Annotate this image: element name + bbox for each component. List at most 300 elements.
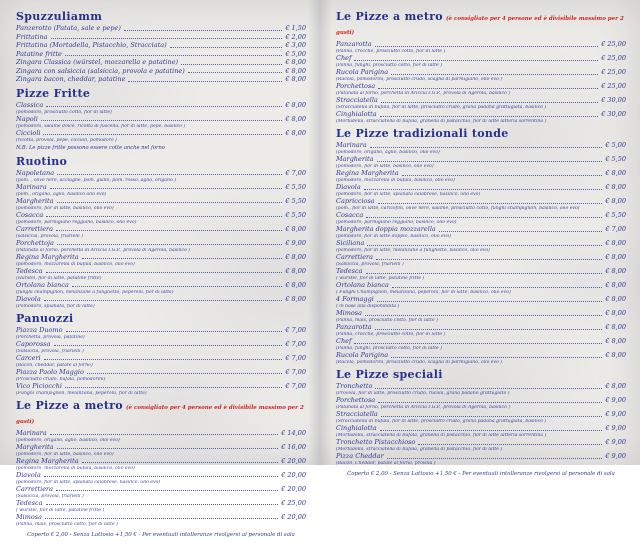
menu-item-price: € 8,00 [605,267,626,275]
menu-item-name: Zingara bacon, cheddar, patatine [16,75,126,83]
menu-item-name: Piazza Duomo [16,325,63,334]
menu-item-line [16,130,306,138]
dotted-leader [366,273,603,274]
menu-item [336,254,626,267]
menu-item-price: € 5,50 [605,211,626,219]
menu-item-description: (Salsiccia, provola, friarielli ) [16,493,84,499]
menu-item-name: Marinara [16,182,47,191]
section-title-text: Le Pizze a metro [336,10,443,23]
menu-item-line [336,352,626,360]
menu-item [16,76,306,84]
menu-item-price: € 8,00 [285,58,306,66]
menu-item-line [336,226,626,234]
menu-item [336,411,626,424]
menu-item [16,327,306,340]
section-title-text: Panuozzi [16,311,74,325]
menu-item [16,51,306,59]
menu-item-name: Pizza Cheddar [336,452,384,460]
menu-item-line [16,226,306,234]
menu-item-name: Cinghialotta [336,424,377,432]
menu-item-description: (Salsiccia, provola, friarielli ) [336,262,404,267]
menu-item [16,184,306,197]
menu-item-price: € 5,50 [285,182,306,191]
menu-item-line [336,142,626,150]
menu-item [336,212,626,225]
menu-item [16,34,306,42]
menu-item-name: Regina Margherita [336,169,399,177]
menu-item-description: (pomodoro, salame dolce, ricotta di fuscella, fior di latte, pepe, basilico ) [16,123,186,129]
menu-item-line [336,338,626,346]
dotted-leader [181,64,282,65]
menu-item-price: € 8,00 [605,323,626,331]
menu-item-description: (Porchetta, provola, patatine) [16,334,85,340]
menu-item [336,296,626,309]
menu-item [16,430,306,443]
menu-item [16,296,306,309]
menu-item-line [16,430,306,438]
menu-item-description: (pom. , olive nere, acciughe, pom. giallo, pom. rosso, aglio, origano ) [16,177,177,183]
menu-item-name: Frittatina (Mortadella, Pistacchio, Stracciata) [16,41,167,49]
menu-item-description: (ricotta, provola, pepe, ciccioli, pomodoro ) [16,137,117,143]
menu-item-line [16,102,306,110]
dotted-leader [381,102,598,103]
menu-item-description: (Funghi champignon, melanzana, peperoni, fior di latte) [16,390,147,396]
menu-item-price: € 25,00 [601,54,626,62]
menu-item-description: (pomodoro, origano, aglio, basilico, olio evo) [336,150,440,155]
menu-item-line [16,34,306,42]
dotted-leader [41,120,283,121]
menu-item-line [16,170,306,178]
menu-item-line [16,76,306,84]
dotted-leader [44,359,283,360]
menu-item-line [16,184,306,192]
menu-section [16,11,306,84]
menu-item-description: (pom., fior di latte, carciofini, olive nere, salame, prosciutto cotto, funghi champignon, basilico, olio evo) [336,206,580,211]
menu-item-description: (pomodoro, fior di latte, melanzane a funghetto, basilico, olio evo) [336,248,490,253]
menu-item-name: Cinghialotta [336,110,377,118]
menu-item-name: Margherita [16,196,54,205]
menu-item [336,83,626,96]
menu-item-line [336,111,626,119]
menu-section [16,313,306,396]
menu-item-price: € 8,00 [605,309,626,317]
dotted-leader [375,46,599,47]
menu-item-line [336,254,626,262]
menu-item [336,425,626,438]
dotted-leader [57,202,283,203]
menu-item-line [16,458,306,466]
menu-item-price: € 9,00 [605,452,626,460]
menu-item-description: (funghi champignon, melanzane a funghetto, peperoni, fior di latte) [16,289,174,295]
menu-item-name: 4 Formaggi [336,295,374,303]
dotted-leader [402,175,603,176]
menu-section [16,156,306,309]
menu-item-price: € 20,00 [281,484,306,493]
menu-item [336,111,626,124]
menu-item [336,383,626,396]
menu-item-description: ( würstel, fior di latte, patatine fritte ) [336,276,425,281]
menu-item-description: (Mortadella, stracciatella di bufala, granella di pistacchio, fior di latte latteria sorrentina ) [336,119,547,124]
menu-item-name: Tronchetto [336,382,373,390]
menu-item-price: € 8,00 [285,75,306,83]
menu-item-name: Panzarotta [336,40,372,48]
menu-item-price: € 20,00 [281,470,306,479]
menu-item-price: € 8,00 [605,281,626,289]
menu-item-description: (Provola, fior di latte, prosciutto crudo, rucola, grana padano grattugiato ) [336,391,510,396]
menu-item-price: € 9,00 [605,396,626,404]
menu-item-price: € 5,50 [285,210,306,219]
menu-item-name: Diavola [16,470,41,479]
dotted-leader [377,301,602,302]
menu-item [16,68,306,76]
menu-item-description: (pomodoro, parmigiano reggiano, basilico, olio evo) [16,219,137,225]
menu-item-price: € 5,00 [605,141,626,149]
menu-item-description: (pomodoro, fior di latte, basilico, olio evo) [16,451,114,457]
section-title [336,369,626,381]
dotted-leader [66,331,283,332]
menu-item-name: Chef [336,337,352,345]
menu-item-line [336,439,626,447]
dotted-leader [46,216,282,217]
dotted-leader [56,490,278,491]
menu-item [16,282,306,295]
menu-item-description: (salsiccia, provola, friarielli ) [16,233,83,239]
menu-item-name: Ciccioli [16,128,41,137]
menu-item-name: Siciliana [336,239,365,247]
menu-item-line [336,55,626,63]
menu-item-line [16,296,306,304]
menu-item [16,444,306,457]
menu-item-line [336,97,626,105]
menu-item-price: € 3,00 [285,41,306,49]
menu-item-description: (pomodoro, mozzarella di bufala, basilico, olio evo) [16,261,135,267]
menu-item-price: € 7,00 [285,339,306,348]
menu-item-description: (Mortadella, stracciatella di bufala, granella di pistacchio, fior di latte latteria sorrentina ) [336,433,547,438]
menu-item-name: Diavola [16,294,41,303]
menu-item [336,439,626,452]
menu-item-name: Ortolana bianca [16,280,69,289]
menu-item-price: € 7,00 [285,168,306,177]
dotted-leader [392,287,602,288]
menu-item [336,310,626,323]
menu-item [336,142,626,155]
menu-item [336,69,626,82]
section-title [336,128,626,140]
menu-item-line [16,341,306,349]
menu-item [336,156,626,169]
menu-item [16,102,306,115]
menu-item-name: Porchettosa [336,396,376,404]
menu-item-price: € 9,00 [285,238,306,247]
menu-item-price: € 20,00 [281,512,306,521]
dotted-leader [375,388,602,389]
menu-item-name: Carrettiera [16,484,54,493]
menu-item-name: Tedesca [16,498,43,507]
menu-item-line [336,453,626,461]
menu-item-description: (pomodoro, mozzarella di bufala, basilico, olio evo) [16,465,135,471]
menu-item-line [336,425,626,433]
dotted-leader [46,272,283,273]
menu-section [336,369,626,466]
menu-item-name: Marinara [336,141,367,149]
dotted-leader [65,387,282,388]
menu-item-name: Frittatina [16,32,48,41]
menu-item-name: Tedesca [336,267,363,275]
menu-item [16,458,306,471]
menu-item-price: € 16,00 [281,442,306,451]
menu-section [16,88,306,152]
menu-item-name: Panzarotta [336,323,372,331]
section-footnote: N.B. Le pizze fritte possono essere cotte anche nel forno [16,144,165,151]
menu-item [16,254,306,267]
menu-item-line [336,156,626,164]
menu-item-price: € 8,00 [285,252,306,261]
dotted-leader [378,88,598,89]
section-title [16,400,306,428]
menu-item-line [16,116,306,124]
menu-item-price: € 25,00 [281,498,306,507]
menu-item-line [16,240,306,248]
menu-item-line [16,59,306,67]
menu-item-name: Rucola Parigina [336,68,389,76]
dotted-leader [375,329,603,330]
menu-item-price: € 9,00 [605,424,626,432]
menu-item-name: Cosacca [16,210,44,219]
menu-item-name: Tronchetto Pistacchioso [336,438,416,446]
section-note: (è consigliato per 4 persone ed è divisibile massimo per 2 gusti) [16,404,304,425]
dotted-leader [46,504,279,505]
menu-item-price: € 8,00 [605,183,626,191]
menu-item-price: € 20,00 [281,456,306,465]
section-title [16,313,306,325]
menu-item-line [336,212,626,220]
menu-item-line [16,383,306,391]
menu-item-price: € 5,50 [605,155,626,163]
menu-item-description: (pomodoro, parmigiano reggiano, basilico, olio evo) [336,220,457,225]
menu-item-line [16,486,306,494]
menu-item-name: Marinara [16,428,47,437]
menu-item-price: € 30,00 [601,110,626,118]
menu-item-price: € 8,00 [285,66,306,75]
menu-item-description: (Mortadella, stracciatella di bufala, granella di pistacchio, fior di latte ) [336,447,503,452]
menu-item-price: € 8,00 [605,253,626,261]
dotted-leader [391,74,598,75]
menu-item-price: € 8,00 [605,337,626,345]
menu-item [16,472,306,485]
menu-item-line [16,472,306,480]
menu-item-line [336,411,626,419]
menu-section [16,400,306,527]
menu-item-name: Capricciosa [336,197,375,205]
menu-item-description: (Patanata al forno, porchetta di Ariccia I.G.P., provola di Agerola, basilico ) [16,247,191,253]
dotted-leader [377,161,603,162]
dotted-leader [46,106,282,107]
menu-item-description: (pom., origano, aglio, basilico olio evo) [16,191,107,197]
menu-item [336,184,626,197]
menu-item-name: Napoli [16,114,38,123]
footer-note-right: Coperto € 2,00 - Senza Lattosio +1,50 € - Per eventuali intolleranze rivolgersi al personale di sala [347,471,615,477]
menu-item-description: ( würstel, fior di latte, patatine fritte ) [16,507,105,513]
menu-item-price: € 7,00 [285,325,306,334]
dotted-leader [50,434,278,435]
menu-item-description: (Patanata al forno, porchetta di Ariccia I.G.P., provola di Agerola, basilico ) [336,91,511,96]
section-title-text: Le Pizze a metro [16,398,123,412]
menu-item [16,500,306,513]
menu-item-price: € 5,50 [285,196,306,205]
dotted-leader [57,174,282,175]
section-title [336,11,626,39]
menu-item-name: Panzerotto (Patata, sale e pepe) [16,24,121,32]
menu-item-description: (Rucola, pomodorini, prosciutto crudo, scaglia di parmigiano, olio evo ) [336,360,503,365]
menu-item [336,41,626,54]
menu-item-description: ( Funghi Champignon, melanzana, peperoni, fior di latte, basilico, olio evo) [336,290,511,295]
dotted-leader [87,373,282,374]
menu-item-price: € 14,00 [281,428,306,437]
menu-item [336,97,626,110]
menu-section [336,11,626,124]
menu-item-price: € 8,00 [285,100,306,109]
menu-item-name: Rucola Parigina [336,351,389,359]
menu-item-description: (pomodoro, fior di latte doppio, basilico, olio evo) [336,234,451,239]
menu-item [336,240,626,253]
menu-item-name: Porchettoja [16,238,54,247]
menu-item [336,170,626,183]
menu-item [16,226,306,239]
menu-item-price: € 1,50 [285,24,306,32]
menu-item-name: Mimosa [336,309,363,317]
menu-item-description: (Patanata al forno, porchetta di Ariccia I.G.P., provola di Agerola, basilico ) [336,405,511,410]
menu-item-line [336,198,626,206]
menu-item-name: Mimosa [16,512,43,521]
menu-item [336,268,626,281]
menu-item [16,514,306,527]
menu-item-description: ( in base alla disponibilità ) [336,304,400,309]
dotted-leader [188,72,283,73]
dotted-leader [57,448,279,449]
menu-item-description: (pomodoro, fior di latte, spianata calabrese, basilico, olio evo) [336,192,481,197]
menu-item-line [336,397,626,405]
menu-item [336,226,626,239]
menu-item [16,268,306,281]
menu-item [16,130,306,143]
dotted-leader [376,259,602,260]
dotted-leader [380,430,603,431]
left-page-sections [16,11,306,531]
menu-item-name: Regina Margherita [16,252,79,261]
menu-item-price: € 8,00 [605,295,626,303]
menu-item-line [16,42,306,50]
menu-item-line [16,514,306,522]
menu-item-price: € 7,00 [285,353,306,362]
menu-item-line [16,212,306,220]
menu-item-description: (Bacon, cheddar, patate al forno) [16,362,93,368]
menu-item-name: Patatine fritte [16,49,62,58]
dotted-leader [82,258,283,259]
dotted-leader [364,189,603,190]
dotted-leader [378,402,602,403]
menu-item-line [16,254,306,262]
menu-item-price: € 9,00 [605,410,626,418]
section-title [16,11,306,23]
menu-item [16,59,306,67]
menu-item [16,116,306,129]
section-title-text: Le Pizze tradizionali tonde [336,127,509,140]
menu-item-line [16,327,306,335]
menu-item-name: Tedesca [16,266,43,275]
menu-item-description: (Prosciutto crudo, bufala, pomodorini) [16,376,106,382]
menu-item-line [336,296,626,304]
menu-item-price: € 8,00 [605,351,626,359]
menu-item [336,198,626,211]
dotted-leader [72,286,282,287]
menu-item [336,352,626,365]
menu-item-line [16,500,306,508]
dotted-leader [370,147,603,148]
dotted-leader [124,30,282,31]
menu-item-description: (Pomodoro, spianata, fior di latte) [16,303,95,309]
menu-item-line [16,268,306,276]
menu-item [336,397,626,410]
dotted-leader [170,47,283,48]
menu-item-description: (pomodoro, fior di latte, spianata calabrese, basilico, olio evo) [16,479,161,485]
menu-item-price: € 2,00 [285,32,306,41]
menu-item [16,170,306,183]
menu-item-line [336,383,626,391]
dotted-leader [439,231,603,232]
menu-item [16,42,306,50]
menu-item-price: € 8,00 [285,266,306,275]
menu-item-description: (Rucola, pomodorini, prosciutto crudo, scaglia di parmigiano, olio evo ) [336,77,503,82]
dotted-leader [366,217,602,218]
menu-item-name: Vico Piciocchi [16,381,62,390]
menu-item [16,369,306,382]
dotted-leader [43,134,282,135]
menu-item [16,486,306,499]
menu-item [336,282,626,295]
menu-item-description: (Panna, mais, prosciutto cotto, fior di latte ) [16,521,118,527]
dotted-leader [44,476,278,477]
menu-item-line [336,69,626,77]
menu-item [16,355,306,368]
menu-item-name: Stracciatella [336,410,378,418]
menu-item-line [336,282,626,290]
menu-item-description: (pomodoro, fior di latte, basilico, olio evo) [16,205,114,211]
dotted-leader [65,55,282,56]
menu-item-line [336,41,626,49]
menu-item-name: Classica [16,100,44,109]
menu-item-price: € 30,00 [601,96,626,104]
menu-item-price: € 5,00 [285,49,306,58]
menu-item-name: Carrettiera [336,253,374,261]
menu-item-description: (pomodoro, prosciutto cotto, fior di latte) [16,109,112,115]
menu-item-name: Piazza Paolo Maggio [16,367,84,376]
menu-item [16,198,306,211]
menu-item-name: Zingara Classica (würstel, mozzarella e patatine) [16,58,179,66]
section-title [16,88,306,100]
menu-item [16,212,306,225]
menu-item-name: Stracciatella [336,96,378,104]
menu-item-description: (Panna, funghi, prosciutto cotto, fior di latte ) [336,346,443,351]
menu-item-price: € 8,00 [605,197,626,205]
menu-item-name: Ortolana bianca [336,281,389,289]
menu-item-description: (würstel, fior di latte, patatine fritte) [16,275,102,281]
menu-item [16,341,306,354]
menu-item-price: € 25,00 [601,40,626,48]
menu-item-line [336,324,626,332]
menu-item-name: Porchettosa [336,82,376,90]
menu-item [16,383,306,396]
dotted-leader [387,458,603,459]
